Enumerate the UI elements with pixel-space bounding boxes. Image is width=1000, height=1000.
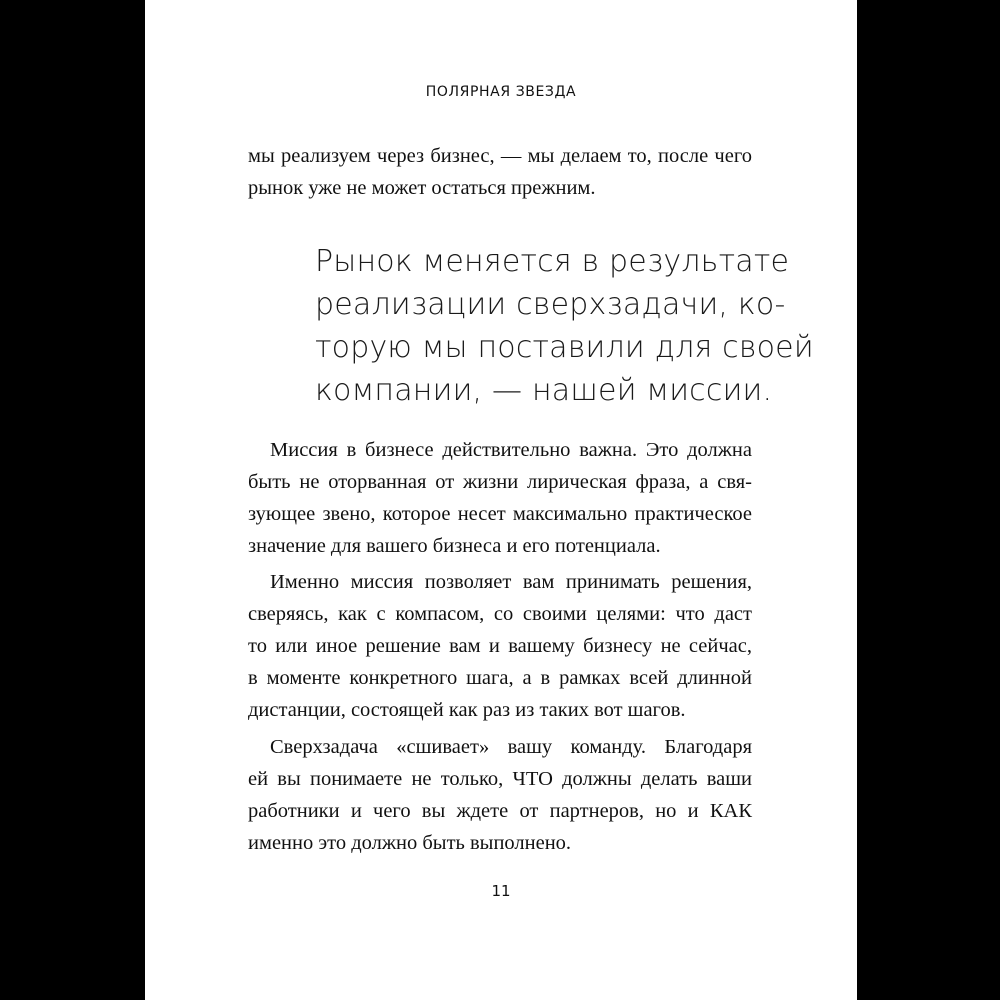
- text-line: ей вы понимаете не только, ЧТО должны делать ваши: [248, 768, 752, 790]
- book-page: [145, 0, 857, 1000]
- pull-quote: [315, 240, 814, 412]
- text-line: быть не оторванная от жизни лирическая фраза, а свя-: [248, 471, 752, 493]
- text-line: работники и чего вы ждете от партнеров, но и КАК: [248, 800, 752, 822]
- opening-paragraph: [248, 140, 752, 204]
- text-line: именно это должно быть выполнено.: [248, 832, 572, 854]
- text-line: Сверхзадача «сшивает» вашу команду. Благодаря: [270, 736, 752, 758]
- text-line: сверяясь, как с компасом, со своими целями: что даст: [248, 603, 752, 625]
- text-line: то или иное решение вам и вашему бизнесу не сейчас,: [248, 635, 752, 657]
- text-line: рынок уже не может остаться прежним.: [248, 177, 596, 199]
- pull-quote-line: торую мы поставили для своей: [315, 330, 814, 365]
- page-number: 11: [491, 882, 511, 900]
- text-line: в моменте конкретного шага, а в рамках всей длинной: [248, 667, 752, 689]
- text-line: зующее звено, которое несет максимально практическое: [248, 503, 752, 525]
- text-line: мы реализуем через бизнес, — мы делаем то, после чего: [248, 145, 752, 167]
- pull-quote-line: Рынок меняется в результате: [315, 244, 790, 279]
- pull-quote-line: компании, — нашей миссии.: [315, 373, 773, 408]
- text-line: значение для вашего бизнеса и его потенциала.: [248, 535, 661, 557]
- text-line: дистанции, состоящей как раз из таких вот шагов.: [248, 699, 686, 721]
- running-head: ПОЛЯРНАЯ ЗВЕЗДА: [425, 84, 577, 100]
- text-line: Миссия в бизнесе действительно важна. Это должна: [270, 439, 752, 461]
- paragraph-team: [248, 731, 752, 859]
- paragraph-mission: [248, 434, 752, 562]
- pull-quote-line: реализации сверхзадачи, ко-: [315, 287, 786, 322]
- paragraph-compass: [248, 566, 752, 726]
- text-line: Именно миссия позволяет вам принимать решения,: [270, 571, 752, 593]
